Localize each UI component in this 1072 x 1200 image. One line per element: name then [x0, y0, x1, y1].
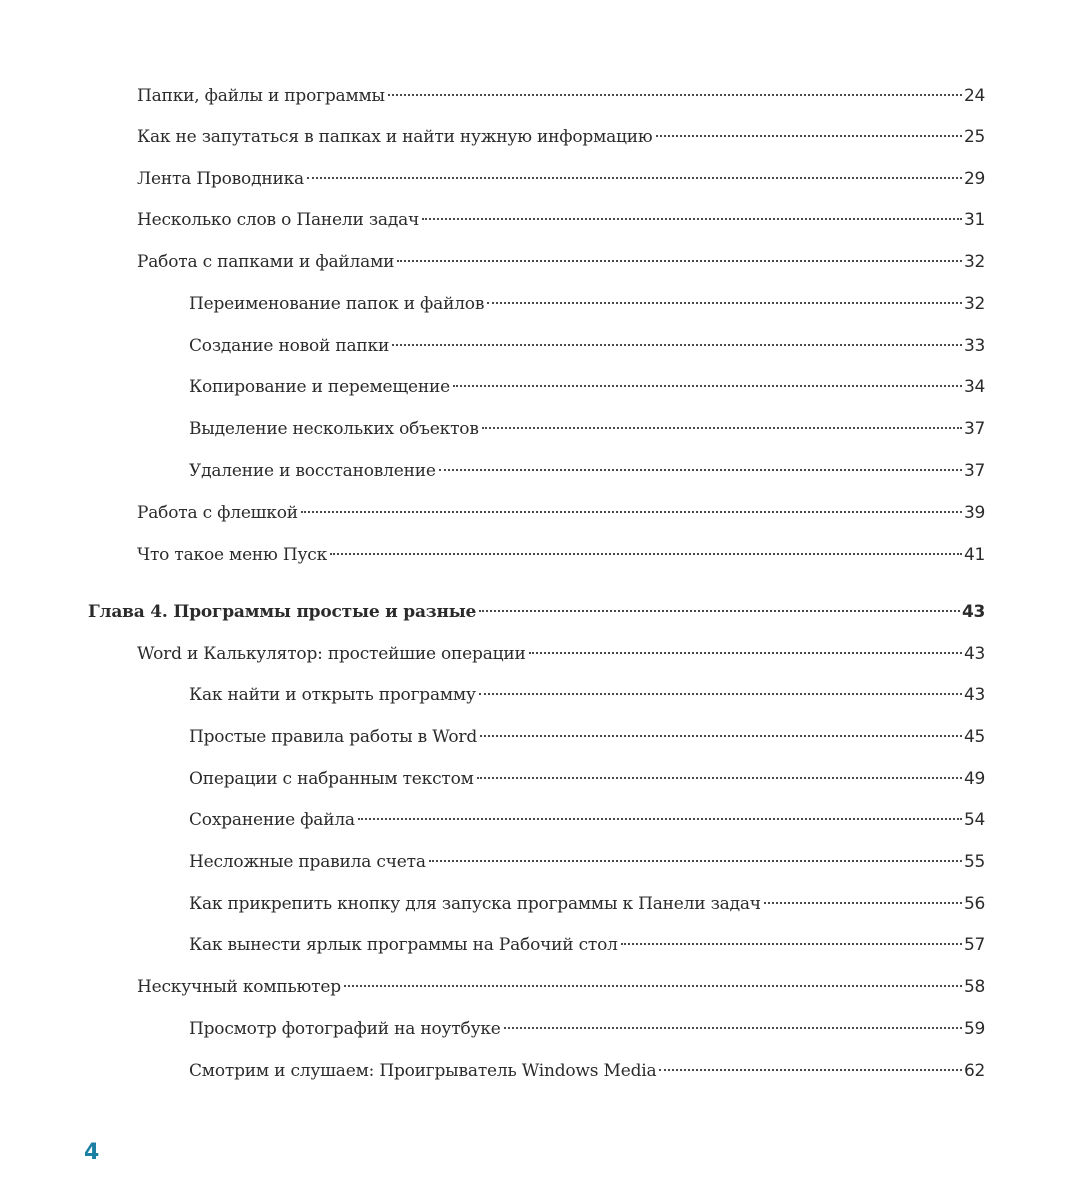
toc-section-entry	[137, 973, 985, 1001]
dot-leader	[453, 385, 962, 387]
toc-entry-title: Просмотр фотографий на ноутбуке	[189, 1019, 501, 1039]
toc-entry-page: 43	[963, 685, 985, 705]
dot-leader	[397, 260, 962, 262]
toc-entry-page: 43	[961, 602, 985, 622]
dot-leader	[504, 1027, 962, 1029]
toc-entry-page: 57	[963, 935, 985, 955]
toc-entry-page: 32	[963, 252, 985, 272]
toc-section-entry	[137, 640, 985, 668]
toc-entry-title: Создание новой папки	[189, 336, 390, 356]
toc-entry-page: 33	[963, 336, 985, 356]
toc-section-entry	[137, 165, 985, 193]
dot-leader	[301, 511, 962, 513]
toc-entry-page: 37	[963, 461, 985, 481]
dot-leader	[487, 302, 962, 304]
toc-entry-title: Лента Проводника	[137, 169, 304, 189]
toc-entry-page: 34	[963, 377, 985, 397]
toc-entry-page: 25	[963, 127, 985, 147]
toc-entry-page: 45	[963, 727, 985, 747]
toc-chapter-entry	[88, 598, 985, 626]
toc-subsection-entry	[189, 890, 985, 918]
toc-entry-page: 58	[963, 977, 985, 997]
dot-leader	[479, 693, 962, 695]
dot-leader	[659, 1069, 962, 1071]
toc-entry-title: Нескучный компьютер	[137, 977, 341, 997]
dot-leader	[307, 177, 962, 179]
toc-entry-title: Как прикрепить кнопку для запуска программы к Панели задач	[189, 894, 761, 914]
dot-leader	[388, 94, 962, 96]
toc-subsection-entry	[189, 457, 985, 485]
toc-entry-title: Как вынести ярлык программы на Рабочий стол	[189, 935, 618, 955]
toc-subsection-entry	[189, 681, 985, 709]
toc-entry-page: 54	[963, 810, 985, 830]
toc-entry-title: Переименование папок и файлов	[189, 294, 485, 314]
toc-entry-title: Смотрим и слушаем: Проигрыватель Windows Media	[189, 1061, 657, 1081]
toc-entry-title: Как найти и открыть программу	[189, 685, 476, 705]
page-number: 4	[84, 1140, 100, 1165]
toc-section-entry	[137, 206, 985, 234]
toc-entry-title: Простые правила работы в Word	[189, 727, 478, 747]
toc-entry-title: Что такое меню Пуск	[137, 545, 328, 565]
toc-subsection-entry	[189, 290, 985, 318]
toc-entry-title: Работа с флешкой	[137, 503, 298, 523]
toc-subsection-entry	[189, 373, 985, 401]
toc-entry-page: 39	[963, 503, 985, 523]
toc-entry-title: Удаление и восстановление	[189, 461, 436, 481]
toc-entry-page: 59	[963, 1019, 985, 1039]
toc-section-entry	[137, 248, 985, 276]
dot-leader	[482, 427, 962, 429]
toc-subsection-entry	[189, 806, 985, 834]
toc-entry-page: 43	[963, 644, 985, 664]
toc-entry-page: 37	[963, 419, 985, 439]
toc-entry-title: Папки, файлы и программы	[137, 86, 385, 106]
toc-subsection-entry	[189, 848, 985, 876]
dot-leader	[439, 469, 962, 471]
dot-leader	[330, 553, 962, 555]
toc-subsection-entry	[189, 723, 985, 751]
toc-entry-page: 49	[963, 769, 985, 789]
toc-subsection-entry	[189, 765, 985, 793]
toc-subsection-entry	[189, 332, 985, 360]
toc-entry-page: 31	[963, 210, 985, 230]
toc-section-entry	[137, 541, 985, 569]
toc-section-entry	[137, 82, 985, 110]
dot-leader	[764, 902, 962, 904]
dot-leader	[392, 344, 962, 346]
toc-section-entry	[137, 499, 985, 527]
toc-entry-page: 29	[963, 169, 985, 189]
toc-entry-page: 62	[963, 1061, 985, 1081]
toc-entry-page: 55	[963, 852, 985, 872]
dot-leader	[621, 943, 962, 945]
dot-leader	[344, 985, 962, 987]
toc-entry-title: Глава 4. Программы простые и разные	[88, 602, 477, 622]
dot-leader	[656, 135, 962, 137]
toc-entry-page: 41	[963, 545, 985, 565]
toc-entry-page: 24	[963, 86, 985, 106]
toc-entry-title: Word и Калькулятор: простейшие операции	[137, 644, 526, 664]
toc-section-entry	[137, 123, 985, 151]
toc-entry-title: Выделение нескольких объектов	[189, 419, 479, 439]
dot-leader	[477, 777, 962, 779]
toc-subsection-entry	[189, 415, 985, 443]
dot-leader	[479, 610, 960, 612]
toc-subsection-entry	[189, 931, 985, 959]
toc-entry-title: Работа с папками и файлами	[137, 252, 395, 272]
dot-leader	[529, 652, 962, 654]
toc-entry-title: Несколько слов о Панели задач	[137, 210, 420, 230]
toc-entry-title: Копирование и перемещение	[189, 377, 450, 397]
dot-leader	[480, 735, 962, 737]
toc-entry-title: Сохранение файла	[189, 810, 355, 830]
dot-leader	[429, 860, 962, 862]
dot-leader	[422, 218, 962, 220]
toc-subsection-entry	[189, 1057, 985, 1085]
dot-leader	[358, 818, 962, 820]
toc-entry-title: Несложные правила счета	[189, 852, 426, 872]
toc-entry-page: 32	[963, 294, 985, 314]
toc-entry-page: 56	[963, 894, 985, 914]
toc-entry-title: Как не запутаться в папках и найти нужную информацию	[137, 127, 653, 147]
toc-subsection-entry	[189, 1015, 985, 1043]
toc-entry-title: Операции с набранным текстом	[189, 769, 474, 789]
